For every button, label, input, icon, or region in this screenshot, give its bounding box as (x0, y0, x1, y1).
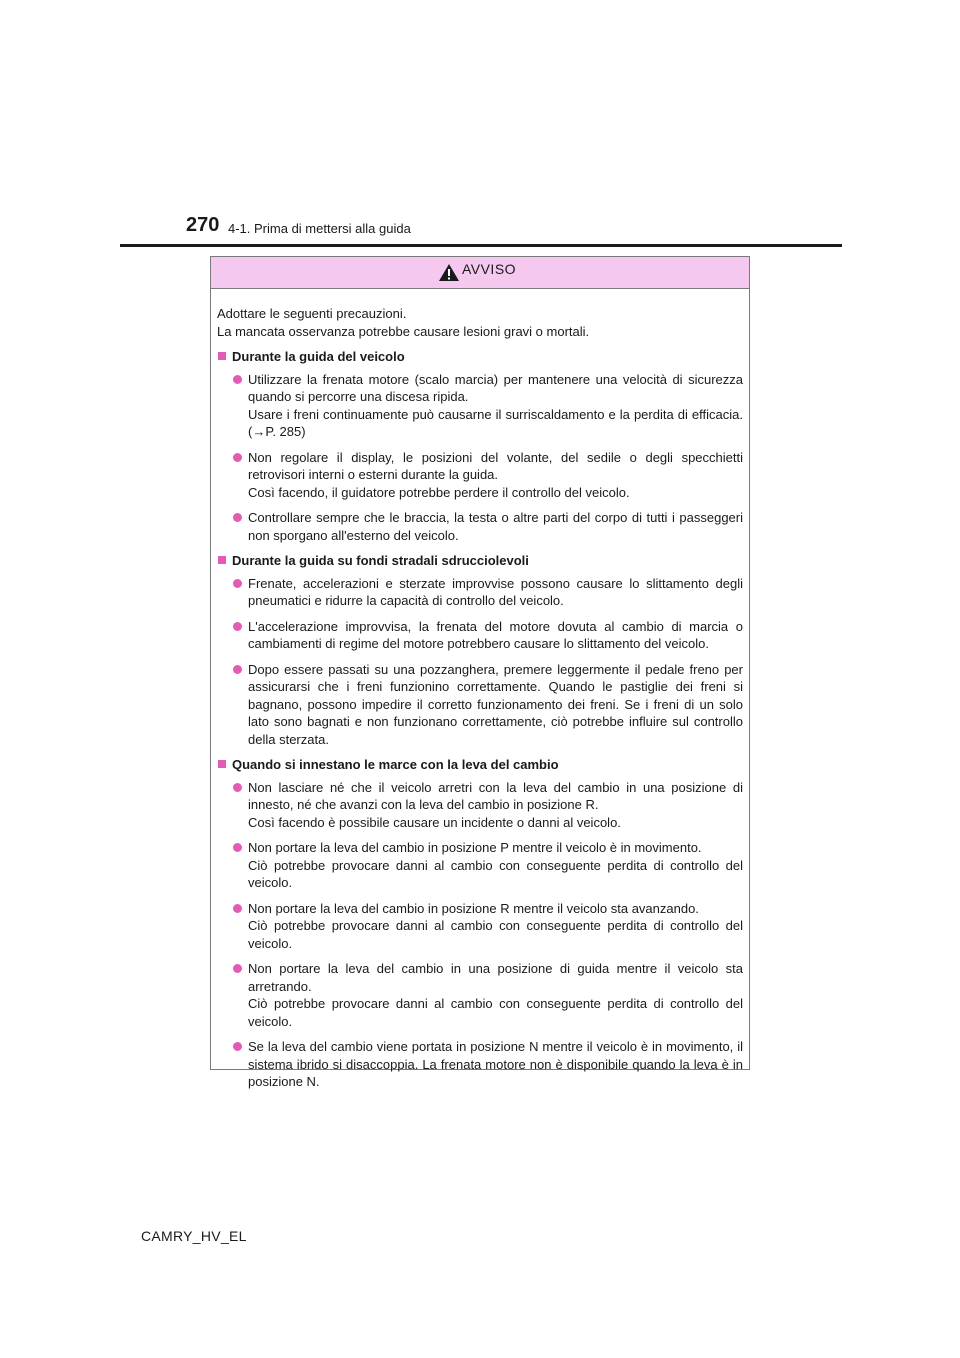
bullet-text (248, 618, 743, 653)
bullet-paragraph: Ciò potrebbe provocare danni al cambio con conseguente perdita di controllo del veicolo. (248, 857, 743, 890)
section-heading (217, 552, 743, 570)
bullet-dot-icon (233, 375, 242, 384)
bullet-text (248, 371, 743, 441)
warning-box (210, 256, 750, 1089)
bullet-item (233, 661, 743, 749)
section-heading-text: Durante la guida del veicolo (232, 349, 405, 364)
bullet-item (233, 839, 743, 892)
bullet-text (248, 900, 743, 953)
bullet-paragraph: Dopo essere passati su una pozzanghera, premere leggermente il pedale freno per assicurarsi che i freni funzionino correttamente. Quando le pastiglie dei freni si bagnano, possono impedire il corretto funzionamento dei freni. Se i freni di un solo lato sono bagnati e non funzionano correttamente, ciò potrebbe influire sul controllo della sterzata. (248, 661, 743, 747)
bullet-dot-icon (233, 453, 242, 462)
bullet-paragraph: Non portare la leva del cambio in posizione P mentre il veicolo è in movimento. (248, 840, 702, 855)
bullet-text (248, 509, 743, 544)
bullet-item (233, 449, 743, 502)
bullet-paragraph: Non regolare il display, le posizioni del volante, del sedile o degli specchietti retrovisori interni o esterni durante la guida. (248, 449, 743, 482)
bullet-paragraph: Se la leva del cambio viene portata in posizione N mentre il veicolo è in movimento, il sistema ibrido si disaccoppia. La frenata motore non è disponibile quando la leva è in posizione N. (248, 1039, 743, 1089)
bullet-text (248, 960, 743, 1030)
bullet-paragraph: Frenate, accelerazioni e sterzate improvvise possono causare lo slittamento degli pneumatici e ridurre la capacità di controllo del veicolo. (248, 575, 743, 608)
bullet-text (248, 661, 743, 749)
intro-line: Adottare le seguenti precauzioni. (217, 306, 407, 321)
bullet-paragraph: Non portare la leva del cambio in posizione R mentre il veicolo sta avanzando. (248, 900, 699, 916)
bullet-paragraph: L'accelerazione improvvisa, la frenata del motore dovuta al cambio di marcia o cambiamenti di regime del motore potrebbero causare lo slittamento del veicolo. (248, 618, 743, 651)
bullet-paragraph: Non lasciare né che il veicolo arretri con la leva del cambio in una posizione di innesto, né che avanzi con la leva del cambio in posizione R. (248, 779, 743, 812)
bullet-item (233, 779, 743, 832)
bullet-dot-icon (233, 964, 242, 973)
bullet-item (233, 960, 743, 1030)
bullet-text (248, 779, 743, 832)
section-heading-text: Durante la guida su fondi stradali sdrucciolevoli (232, 553, 529, 568)
bullet-dot-icon (233, 783, 242, 792)
bullet-text (248, 1038, 743, 1091)
bullet-item (233, 509, 743, 544)
bullet-dot-icon (233, 622, 242, 631)
bullet-item (233, 371, 743, 441)
bullet-paragraph: Non portare la leva del cambio in una posizione di guida mentre il veicolo sta arretrando. (248, 961, 743, 994)
bullet-paragraph: Usare i freni continuamente può causarne il surriscaldamento e la perdita di efficacia. (→P. 285) (248, 406, 743, 439)
bullet-paragraph: Così facendo è possibile causare un incidente o danni al veicolo. (248, 814, 621, 830)
bullet-paragraph: Controllare sempre che le braccia, la testa o altre parti del corpo di tutti i passeggeri non sporgano all'esterno del veicolo. (248, 510, 743, 543)
bullet-dot-icon (233, 904, 242, 913)
bullet-dot-icon (233, 579, 242, 588)
page-number: 270 (186, 214, 220, 236)
bullet-text (248, 575, 743, 610)
intro-line: La mancata osservanza potrebbe causare lesioni gravi o mortali. (217, 323, 590, 339)
bullet-text (248, 839, 743, 892)
bullet-dot-icon (233, 843, 242, 852)
square-bullet-icon (218, 556, 226, 564)
bullet-dot-icon (233, 665, 242, 674)
bullet-paragraph: Ciò potrebbe provocare danni al cambio con conseguente perdita di controllo del veicolo. (248, 996, 743, 1029)
warning-header (211, 257, 749, 289)
section-heading (217, 756, 743, 774)
bullet-paragraph: Utilizzare la frenata motore (scalo marcia) per mantenere una velocità di sicurezza quando si percorre una discesa ripida. (248, 371, 743, 404)
bullet-dot-icon (233, 513, 242, 522)
bullet-dot-icon (233, 1042, 242, 1051)
header-divider (120, 244, 842, 247)
square-bullet-icon (218, 760, 226, 768)
section-heading (217, 348, 743, 366)
warning-triangle-icon (438, 263, 460, 282)
warning-title: AVVISO (461, 260, 517, 277)
bullet-paragraph: Ciò potrebbe provocare danni al cambio con conseguente perdita di controllo del veicolo. (248, 918, 743, 951)
warning-body (211, 289, 749, 1091)
bullet-item (233, 575, 743, 610)
bullet-paragraph: Così facendo, il guidatore potrebbe perdere il controllo del veicolo. (248, 484, 630, 500)
bullet-item (233, 1038, 743, 1091)
square-bullet-icon (218, 352, 226, 360)
document-code: CAMRY_HV_EL (141, 1228, 247, 1244)
section-heading-text: Quando si innestano le marce con la leva del cambio (232, 757, 559, 772)
section-title: 4-1. Prima di mettersi alla guida (228, 221, 411, 236)
bullet-text (248, 449, 743, 502)
bullet-item (233, 618, 743, 653)
bullet-item (233, 900, 743, 953)
